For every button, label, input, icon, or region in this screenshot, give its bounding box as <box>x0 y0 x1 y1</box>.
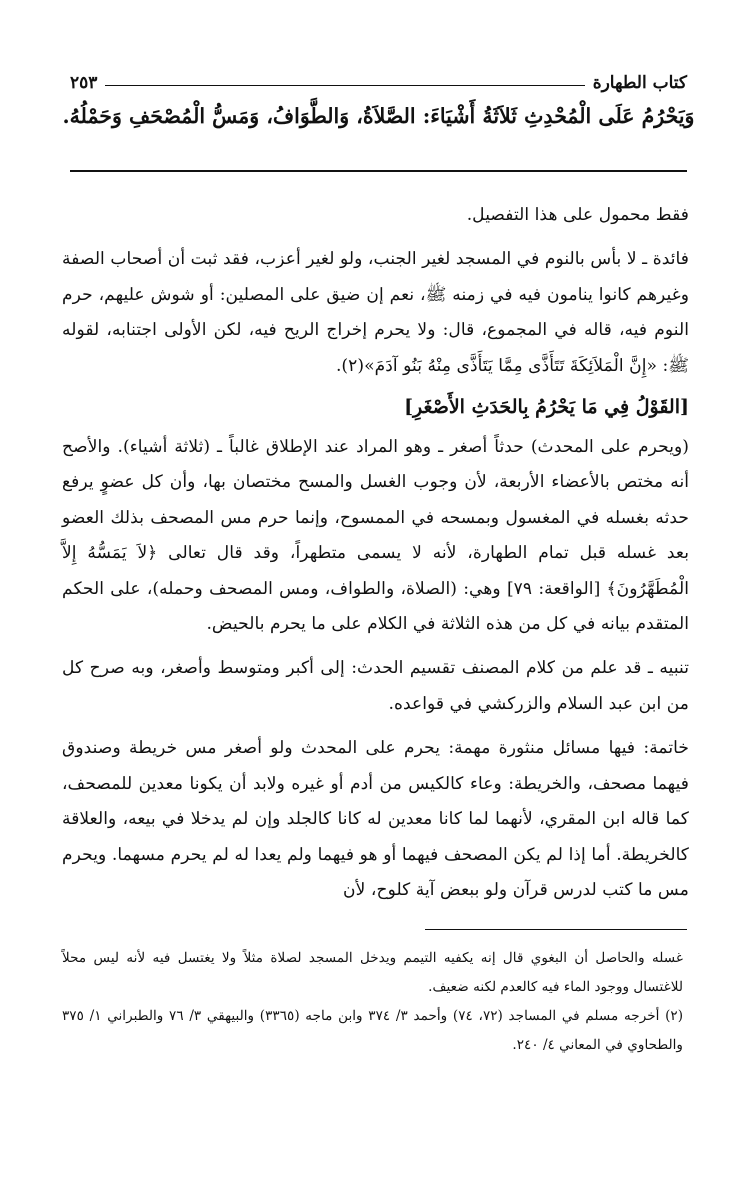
running-header <box>70 68 687 98</box>
page-number: ٢٥٣ <box>70 73 98 93</box>
footnote-continuation: غسله والحاصل أن البغوي قال إنه يكفيه التيمم ويدخل المسجد لصلاة مثلاً ولا يغتسل فيه لأنه ليس محلاً للاغتسال ووجود الماء فيه كالعدم لكنه ضعيف. <box>62 950 683 995</box>
paragraph-faida: فائدة ـ لا بأس بالنوم في المسجد لغير الجنب، ولو لغير أعزب، فقد ثبت أن أصحاب الصفة وغيرهم كانوا ينامون فيه في زمنه ﷺ، نعم إن ضيق على المصلين: أو شوش عليهم، حرم النوم فيه، قاله في المجموع، قال: ولا يحرم إخراج الريح فيه، لكن الأولى اجتنابه، لقوله ﷺ: «إِنَّ الْمَلاَئِكَةَ تَتَأَذَّى مِمَّا يَتَأَذَّى مِنْهُ بَنُو آدَمَ»(٢). <box>62 249 689 376</box>
footnotes <box>62 944 683 1060</box>
paragraph-main: (ويحرم على المحدث) حدثاً أصغر ـ وهو المراد عند الإطلاق غالباً ـ (ثلاثة أشياء). والأصح أنه مختص بالأعضاء الأربعة، لأن وجوب الغسل والمسح مختصان بها، وأن كل عضوٍ يرفع حدثه بغسله في المغسول وبمسحه في الممسوح، وإنما حرم مس المصحف بذلك العضو بعد غسله قبل تمام الطهارة، لأنه لا يسمى متطهراً، وقد قال تعالى ﴿لاَ يَمَسُّهُ إِلاَّ الْمُطَهَّرُونَ﴾ [الواقعة: ٧٩] وهي: (الصلاة، والطواف، ومس المصحف وحمله)، على الحكم المتقدم بيانه في كل من هذه الثلاثة في الكلام على ما يحرم بالحيض. <box>62 437 689 635</box>
verse-divider <box>70 170 687 172</box>
book-title: كتاب الطهارة <box>592 73 687 93</box>
footnote-divider <box>425 929 687 930</box>
paragraph-continuation: فقط محمول على هذا التفصيل. <box>466 205 689 225</box>
matn-verse: وَيَحْرُمُ عَلَى الْمُحْدِثِ ثَلاَثَةُ أَشْيَاءَ: الصَّلاَةُ، وَالطَّوَافُ، وَمَسُّ الْمُصْحَفِ وَحَمْلُهُ. <box>62 104 695 128</box>
paragraph-tanbih: تنبيه ـ قد علم من كلام المصنف تقسيم الحدث: إلى أكبر ومتوسط وأصغر، وبه صرح كل من ابن عبد السلام والزركشي في قواعده. <box>62 658 689 714</box>
section-heading: [القَوْلُ فِي مَا يَحْرُمُ بِالحَدَثِ الأَصْغَرِ] <box>404 396 689 419</box>
paragraph-khatima: خاتمة: فيها مسائل منثورة مهمة: يحرم على المحدث ولو أصغر مس خريطة وصندوق فيهما مصحف، والخريطة: وعاء كالكيس من أدم أو غيره ولابد أن يكونا معدين للمصحف، كما قاله ابن المقري، لأنهما لما كانا معدين له كانا كالجلد وإن لم يدخلا في بيعه، والعلاقة كالخريطة. أما إذا لم يكن المصحف فيهما أو هو فيهما ولم يعدا له لم يحرم مسهما. ويحرم مس ما كتب لدرس قرآن ولو ببعض آية كلوح، لأن <box>62 738 689 900</box>
header-rule <box>105 85 584 86</box>
footnote-2: (٢) أخرجه مسلم في المساجد (٧٢، ٧٤) وأحمد ٣/ ٣٧٤ وابن ماجه (٣٣٦٥) والبيهقي ٣/ ٧٦ والطبراني ١/ ٣٧٥ والطحاوي في المعاني ٤/ ٢٤٠. <box>62 1008 683 1053</box>
commentary-body <box>62 198 689 908</box>
